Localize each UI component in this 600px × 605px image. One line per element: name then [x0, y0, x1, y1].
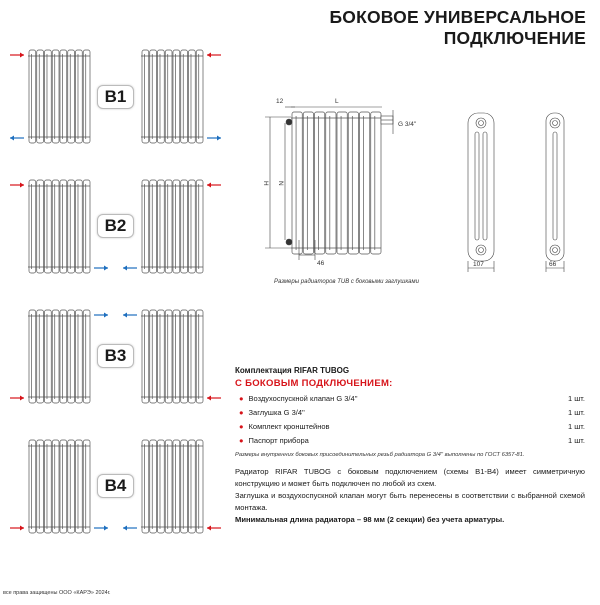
supply-arrow-icon [207, 183, 221, 188]
return-arrow-icon [123, 526, 137, 531]
technical-drawing [255, 90, 600, 280]
return-arrow-icon [94, 526, 108, 531]
radiator-icon [28, 310, 90, 403]
return-arrow-icon [123, 313, 137, 318]
connection-schemes [0, 0, 235, 600]
return-arrow-icon [94, 266, 108, 271]
scheme-label-b1: B1 [97, 85, 134, 109]
page-title [329, 7, 586, 49]
supply-arrow-icon [10, 526, 24, 531]
thread-label: G 3/4'' [398, 121, 417, 128]
valve-icon [286, 119, 292, 125]
supply-arrow-icon [10, 396, 24, 401]
kit-list [235, 392, 585, 448]
title-line-1: БОКОВОЕ УНИВЕРСАЛЬНОЕ [329, 7, 586, 27]
kit-item-name: Комплект кронштейнов [248, 422, 330, 431]
kit-item-name: Заглушка G 3/4'' [248, 408, 305, 417]
return-arrow-icon [10, 136, 24, 141]
bullet-icon: ● [239, 422, 244, 431]
dim-label-107: 107 [473, 261, 484, 268]
scheme-label-b3: B3 [97, 344, 134, 368]
kit-item [235, 434, 585, 448]
scheme-label-b2: B2 [97, 214, 134, 238]
dim-label-L: L [335, 98, 339, 105]
radiator-side-view-66 [546, 113, 564, 272]
kit-item-qty: 1 шт. [568, 436, 585, 445]
title-line-2: ПОДКЛЮЧЕНИЕ [443, 28, 586, 48]
radiator-icon [141, 180, 203, 273]
kit-item-qty: 1 шт. [568, 394, 585, 403]
drawing-caption: Размеры радиаторов TUB с боковыми заглушками [274, 279, 419, 285]
radiator-icon [291, 112, 381, 254]
supply-arrow-icon [10, 53, 24, 58]
description-p2: Заглушка и воздухоспускной клапан могут быть перенесены в соответствии с выбранной схемой монтажа. [235, 491, 585, 512]
return-arrow-icon [94, 313, 108, 318]
supply-arrow-icon [10, 183, 24, 188]
description-min-length: Минимальная длина радиатора – 98 мм (2 секции) без учета арматуры. [235, 515, 505, 524]
dim-label-12: 12 [276, 98, 284, 105]
dim-label-N: N [277, 181, 284, 186]
return-arrow-icon [207, 136, 221, 141]
kit-item [235, 406, 585, 420]
radiator-icon [141, 440, 203, 533]
copyright: все права защищены ООО «КАРЭ» 2024г. [3, 590, 111, 596]
radiator-icon [141, 310, 203, 403]
bullet-icon: ● [239, 436, 244, 445]
supply-arrow-icon [207, 526, 221, 531]
supply-arrow-icon [207, 396, 221, 401]
thread-note: Размеры внутренних боковых присоединительных резьб радиатора G 3/4'' выполнены по ГОСТ 6357-81. [235, 452, 525, 458]
radiator-side-view-107 [468, 113, 494, 272]
bullet-icon: ● [239, 394, 244, 403]
radiator-icon [28, 50, 90, 143]
kit-item-qty: 1 шт. [568, 408, 585, 417]
valve-icon [286, 239, 292, 245]
radiator-icon [28, 180, 90, 273]
scheme-label-b4: B4 [97, 474, 134, 498]
return-arrow-icon [123, 266, 137, 271]
kit-item-name: Воздухоспускной клапан G 3/4'' [248, 394, 358, 403]
kit-item-qty: 1 шт. [568, 422, 585, 431]
kit-item [235, 392, 585, 406]
kit-item [235, 420, 585, 434]
supply-arrow-icon [207, 53, 221, 58]
radiator-front-view [286, 112, 393, 254]
kit-item-name: Паспорт прибора [248, 436, 309, 445]
description [235, 466, 585, 526]
dim-label-46: 46 [317, 260, 325, 267]
description-p1: Радиатор RIFAR TUBOG с боковым подключением (схемы B1-B4) имеет симметричную конструкцию и может быть подключен по любой из схем. [235, 467, 585, 488]
radiator-icon [141, 50, 203, 143]
radiator-icon [28, 440, 90, 533]
dim-label-H: H [262, 181, 269, 186]
kit-heading: Комплектация RIFAR TUBOG [235, 366, 350, 375]
kit-section [235, 366, 585, 458]
kit-subheading: С БОКОВЫМ ПОДКЛЮЧЕНИЕМ: [235, 378, 393, 389]
bullet-icon: ● [239, 408, 244, 417]
dim-label-66: 66 [549, 261, 557, 268]
